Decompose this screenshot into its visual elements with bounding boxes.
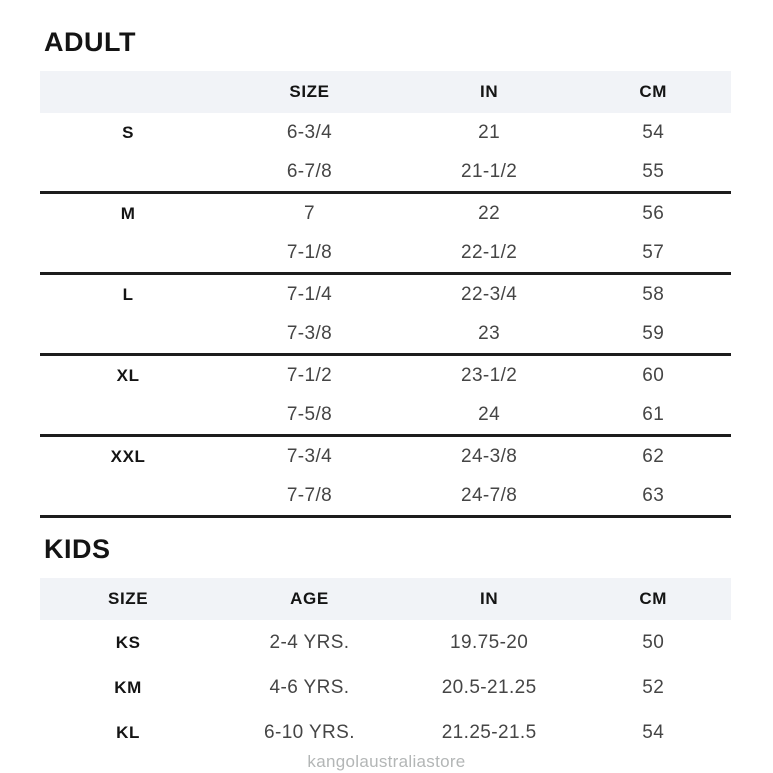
- adult-size-group-xl: [40, 356, 731, 437]
- kids-header-cm: CM: [639, 589, 668, 608]
- adult-size-group-s: [40, 113, 731, 194]
- table-row: [40, 620, 731, 665]
- kids-size-label: KS: [115, 632, 141, 652]
- size-value: 6-3/4: [286, 121, 333, 143]
- cm-value: 59: [642, 322, 665, 344]
- table-row: [40, 665, 731, 710]
- in-value: 21: [478, 121, 501, 143]
- table-row: [40, 437, 731, 476]
- age-value: 4-6 YRS.: [269, 676, 350, 698]
- size-value: 7-3/4: [286, 445, 333, 467]
- table-row: [40, 395, 731, 434]
- table-row: [40, 233, 731, 272]
- in-value: 22-1/2: [461, 241, 518, 263]
- cm-value: 50: [642, 631, 665, 653]
- adult-section-title: ADULT: [44, 27, 136, 57]
- adult-size-group-m: [40, 194, 731, 275]
- table-row: [40, 194, 731, 233]
- adult-size-group-xxl: [40, 437, 731, 518]
- cm-value: 52: [642, 676, 665, 698]
- size-value: 7-7/8: [286, 484, 333, 506]
- size-group-label: XXL: [110, 446, 146, 466]
- table-row: [40, 152, 731, 191]
- in-value: 24-3/8: [461, 445, 518, 467]
- size-value: 7-1/8: [286, 241, 333, 263]
- cm-value: 63: [642, 484, 665, 506]
- in-value: 24-7/8: [461, 484, 518, 506]
- adult-size-group-l: [40, 275, 731, 356]
- size-group-label: S: [122, 122, 135, 142]
- age-value: 2-4 YRS.: [269, 631, 350, 653]
- kids-size-label: KL: [116, 722, 141, 742]
- adult-header-size: SIZE: [289, 82, 330, 101]
- table-row: [40, 275, 731, 314]
- age-value: 6-10 YRS.: [264, 721, 355, 743]
- adult-table-header: [40, 71, 731, 113]
- size-value: 7-5/8: [286, 403, 333, 425]
- in-value: 22: [478, 202, 501, 224]
- store-watermark: kangolaustraliastore: [307, 752, 466, 771]
- in-value: 23-1/2: [461, 364, 518, 386]
- size-value: 7: [304, 202, 315, 224]
- cm-value: 58: [642, 283, 665, 305]
- adult-header-cm: CM: [639, 82, 668, 101]
- table-row: [40, 476, 731, 515]
- size-value: 7-3/8: [286, 322, 333, 344]
- kids-header-size: SIZE: [108, 589, 149, 608]
- cm-value: 60: [642, 364, 665, 386]
- adult-size-table: [40, 71, 731, 518]
- cm-value: 56: [642, 202, 665, 224]
- size-value: 6-7/8: [286, 160, 333, 182]
- in-value: 22-3/4: [461, 283, 518, 305]
- in-value: 21.25-21.5: [441, 721, 537, 743]
- in-value: 20.5-21.25: [441, 676, 537, 698]
- kids-header-age: AGE: [290, 589, 329, 608]
- kids-header-in: IN: [480, 589, 499, 608]
- adult-header-in: IN: [480, 82, 499, 101]
- kids-section-title: KIDS: [44, 534, 111, 564]
- cm-value: 57: [642, 241, 665, 263]
- cm-value: 54: [642, 721, 665, 743]
- kids-size-table: [40, 578, 731, 755]
- table-row: [40, 113, 731, 152]
- cm-value: 61: [642, 403, 665, 425]
- size-group-label: L: [122, 284, 134, 304]
- cm-value: 62: [642, 445, 665, 467]
- in-value: 23: [478, 322, 501, 344]
- kids-table-header: [40, 578, 731, 620]
- cm-value: 54: [642, 121, 665, 143]
- size-group-label: XL: [116, 365, 140, 385]
- size-group-label: M: [120, 203, 136, 223]
- in-value: 21-1/2: [461, 160, 518, 182]
- size-value: 7-1/4: [286, 283, 333, 305]
- table-row: [40, 314, 731, 353]
- size-value: 7-1/2: [286, 364, 333, 386]
- table-row: [40, 356, 731, 395]
- kids-size-label: KM: [114, 677, 142, 697]
- in-value: 24: [478, 403, 501, 425]
- cm-value: 55: [642, 160, 665, 182]
- in-value: 19.75-20: [450, 631, 529, 653]
- table-row: [40, 710, 731, 755]
